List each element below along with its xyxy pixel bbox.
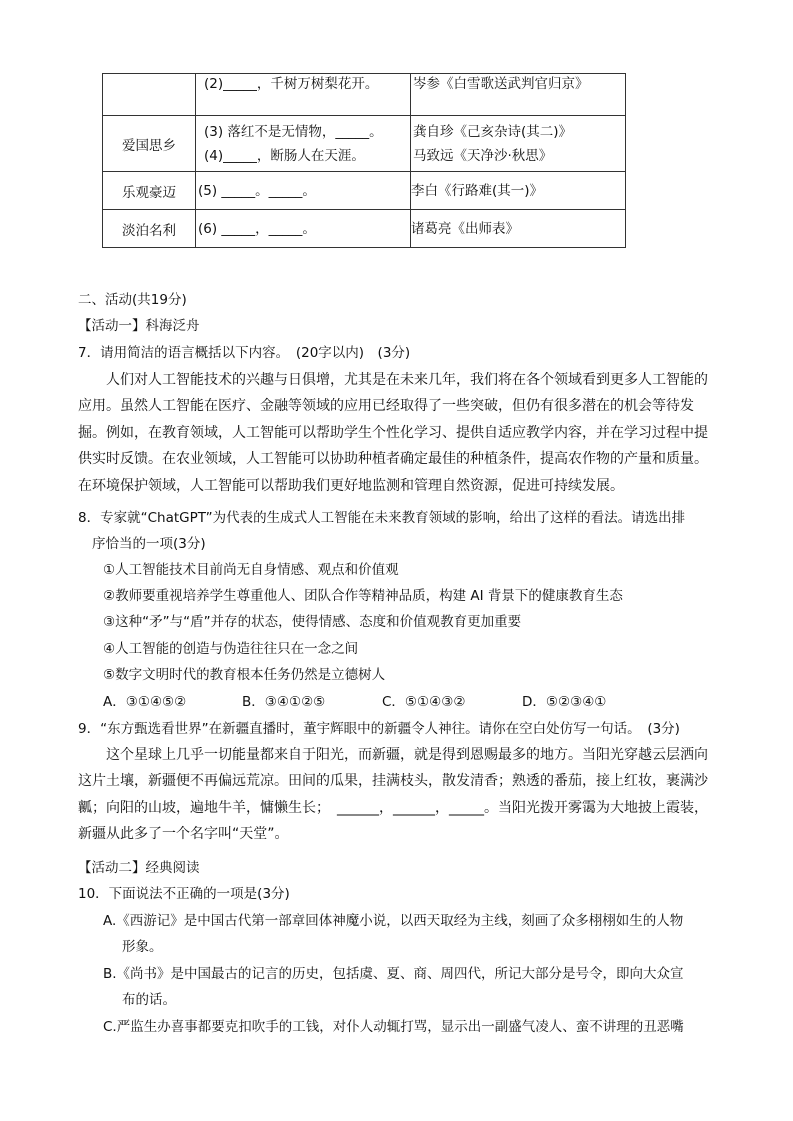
- table-row: [103, 210, 626, 248]
- poem-line: (2)_____，千树万树梨花开。: [204, 76, 379, 92]
- poem-line: (4)_____，断肠人在天涯。: [204, 147, 365, 164]
- lines-cell: [196, 172, 411, 210]
- lines-cell: [196, 74, 411, 116]
- table-row: [103, 74, 626, 116]
- q10-stem: 10．下面说法不正确的一项是(3分): [78, 886, 290, 902]
- q8-option-c: C．⑤①④③②: [382, 694, 466, 710]
- q7-stem: 7．请用简洁的语言概括以下内容。 (20字以内) (3分): [78, 345, 411, 361]
- poem-table: [102, 73, 626, 248]
- lines-cell: [196, 210, 411, 248]
- q8-stem-line1: 8．专家就“ChatGPT”为代表的生成式人工智能在未来教育领域的影响，给出了这样的看法。请选出排: [78, 510, 686, 526]
- poem-source: 岑参《白雪歌送武判官归京》: [413, 76, 589, 92]
- q10-option-b: B.《尚书》是中国最古的记言的历史，包括虞、夏、商、周四代，所记大部分是号令，即向大众宣: [103, 966, 684, 982]
- category-cell: [103, 172, 196, 210]
- table-row: [103, 172, 626, 210]
- q10-option-b-cont: 布的话。: [122, 992, 176, 1008]
- source-cell: [411, 116, 626, 172]
- poem-source: 李白《行路难(其一)》: [411, 182, 544, 199]
- q8-stem-line2: 序恰当的一项(3分): [92, 536, 206, 552]
- category-cell: [103, 74, 196, 116]
- category-label: 淡泊名利: [122, 222, 176, 239]
- activity1-heading: 【活动一】科海泛舟: [78, 318, 200, 334]
- poem-source: 龚自珍《己亥杂诗(其二)》: [413, 123, 573, 140]
- q9-passage: 这个星球上几乎一切能量都来自于阳光，而新疆，就是得到恩赐最多的地方。当阳光穿越云层洒向这片土壤，新疆便不再偏远荒凉。田间的瓜果，挂满枝头，散发清香；熟透的番茄，接上红妆，裹满沙瓤；向阳的山坡，遍地牛羊，慵懒生长； ______，______，_____。当阳光拨开雾霭为大地披上霞装，新疆从此多了一个名字叫“天堂”。: [78, 747, 708, 843]
- category-label: 爱国思乡: [122, 137, 176, 154]
- q8-item: ①人工智能技术目前尚无自身情感、观点和价值观: [103, 562, 399, 578]
- q8-item: ②教师要重视培养学生尊重他人、团队合作等精神品质，构建 AI 背景下的健康教育生态: [103, 588, 623, 604]
- q8-option-a: A．③①④⑤②: [103, 694, 187, 710]
- source-cell: [411, 74, 626, 116]
- category-cell: [103, 116, 196, 172]
- section-heading: 二、活动(共19分): [78, 292, 187, 308]
- poem-line: (3) 落红不是无情物，_____。: [204, 123, 383, 140]
- q8-option-b: B．③④①②⑤: [242, 694, 326, 710]
- source-cell: [411, 172, 626, 210]
- lines-cell: [196, 116, 411, 172]
- q8-item: ③这种“矛”与“盾”并存的状态，使得情感、态度和价值观教育更加重要: [103, 614, 522, 630]
- activity2-heading: 【活动二】经典阅读: [78, 860, 200, 876]
- q8-option-d: D．⑤②③④①: [522, 694, 607, 710]
- category-label: 乐观豪迈: [122, 184, 176, 201]
- q8-item: ⑤数字文明时代的教育根本任务仍然是立德树人: [103, 667, 386, 683]
- category-cell: [103, 210, 196, 248]
- q8-item: ④人工智能的创造与伪造往往只在一念之间: [103, 641, 359, 657]
- poem-source: 诸葛亮《出师表》: [411, 220, 519, 237]
- q7-passage: 人们对人工智能技术的兴趣与日俱增，尤其是在未来几年，我们将在各个领域看到更多人工智能的应用。虽然人工智能在医疗、金融等领域的应用已经取得了一些突破，但仍有很多潜在的机会等待发掘。例如，在教育领域，人工智能可以帮助学生个性化学习、提供自适应教学内容，并在学习过程中提供实时反馈。在农业领域，人工智能可以协助种植者确定最佳的种植条件，提高农作物的产量和质量。在环境保护领域，人工智能可以帮助我们更好地监测和管理自然资源，促进可持续发展。: [78, 372, 708, 494]
- poem-source: 马致远《天净沙·秋思》: [413, 147, 553, 164]
- poem-line: (5) _____。_____。: [198, 182, 316, 199]
- source-cell: [411, 210, 626, 248]
- poem-line: (6) _____，_____。: [198, 220, 316, 237]
- q10-option-a-cont: 形象。: [122, 939, 163, 955]
- q10-option-c: C.严监生办喜事都要克扣吹手的工钱，对仆人动辄打骂，显示出一副盛气凌人、蛮不讲理的丑恶嘴: [103, 1019, 684, 1035]
- table-row: [103, 116, 626, 172]
- q10-option-a: A.《西游记》是中国古代第一部章回体神魔小说，以西天取经为主线，刻画了众多栩栩如生的人物: [103, 913, 684, 929]
- q9-stem: 9．“东方甄选看世界”在新疆直播时，董宇辉眼中的新疆令人神往。请你在空白处仿写一句话。 (3分): [78, 721, 680, 737]
